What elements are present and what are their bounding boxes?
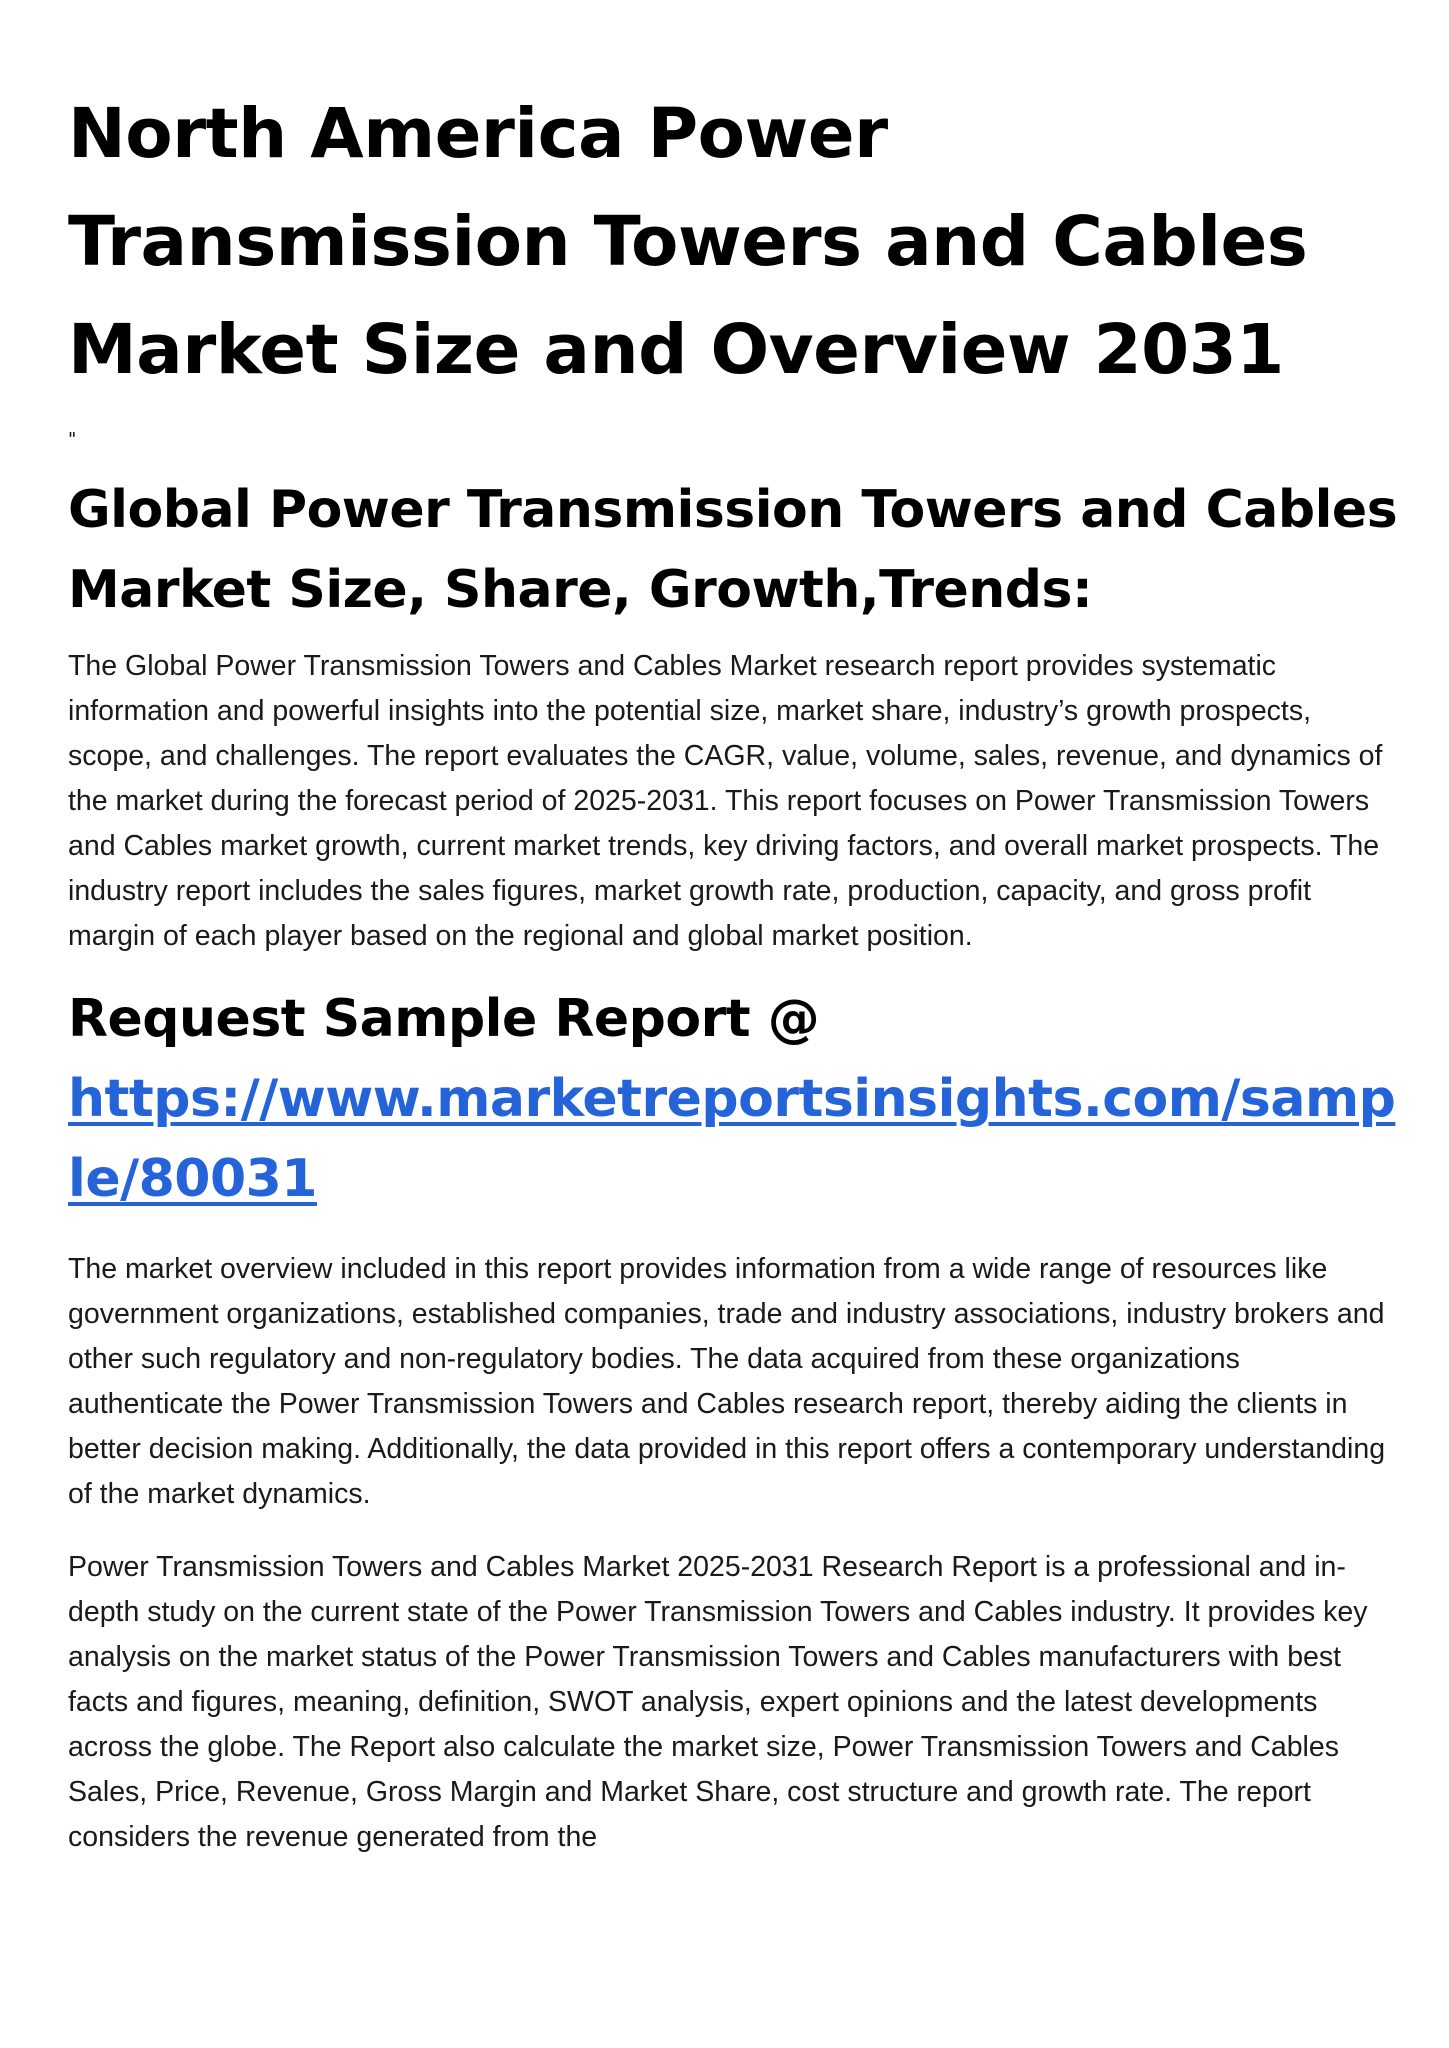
- market-overview-paragraph: The market overview included in this report provides information from a wide range of resources like government organizations, established companies, trade and industry associations, industry brokers and other such regulatory and non-regulatory bodies. The data acquired from these organizations authenticate the Power Transmission Towers and Cables research report, thereby aiding the clients in better decision making. Additionally, the data provided in this report offers a contemporary understanding of the market dynamics.: [68, 1253, 1386, 1510]
- sample-report-heading: [68, 979, 1398, 1219]
- sample-heading-prefix: Request Sample Report @: [68, 989, 820, 1049]
- intro-paragraph: The Global Power Transmission Towers and Cables Market research report provides systematic information and powerful insights into the potential size, market share, industry’s growth prospects, scope, and challenges. The report evaluates the CAGR, value, volume, sales, revenue, and dynamics of the market during the forecast period of 2025-2031. This report focuses on Power Transmission Towers and Cables market growth, current market trends, key driving factors, and overall market prospects. The industry report includes the sales figures, market growth rate, production, capacity, and gross profit margin of each player based on the regional and global market position.: [68, 650, 1383, 952]
- document-page: [68, 80, 1398, 1860]
- sample-report-link[interactable]: https://www.marketreportsinsights.com/sample/80031: [68, 1069, 1396, 1209]
- overview-heading: Global Power Transmission Towers and Cables Market Size, Share, Growth,Trends:: [68, 480, 1398, 620]
- document-title: North America Power Transmission Towers and Cables Market Size and Overview 2031: [68, 94, 1308, 390]
- quote-mark: ": [68, 429, 77, 450]
- research-report-paragraph: Power Transmission Towers and Cables Market 2025-2031 Research Report is a professional and in-depth study on the current state of the Power Transmission Towers and Cables industry. It provides key analysis on the market status of the Power Transmission Towers and Cables manufacturers with best facts and figures, meaning, definition, SWOT analysis, expert opinions and the latest developments across the globe. The Report also calculate the market size, Power Transmission Towers and Cables Sales, Price, Revenue, Gross Margin and Market Share, cost structure and growth rate. The report considers the revenue generated from the: [68, 1551, 1368, 1853]
